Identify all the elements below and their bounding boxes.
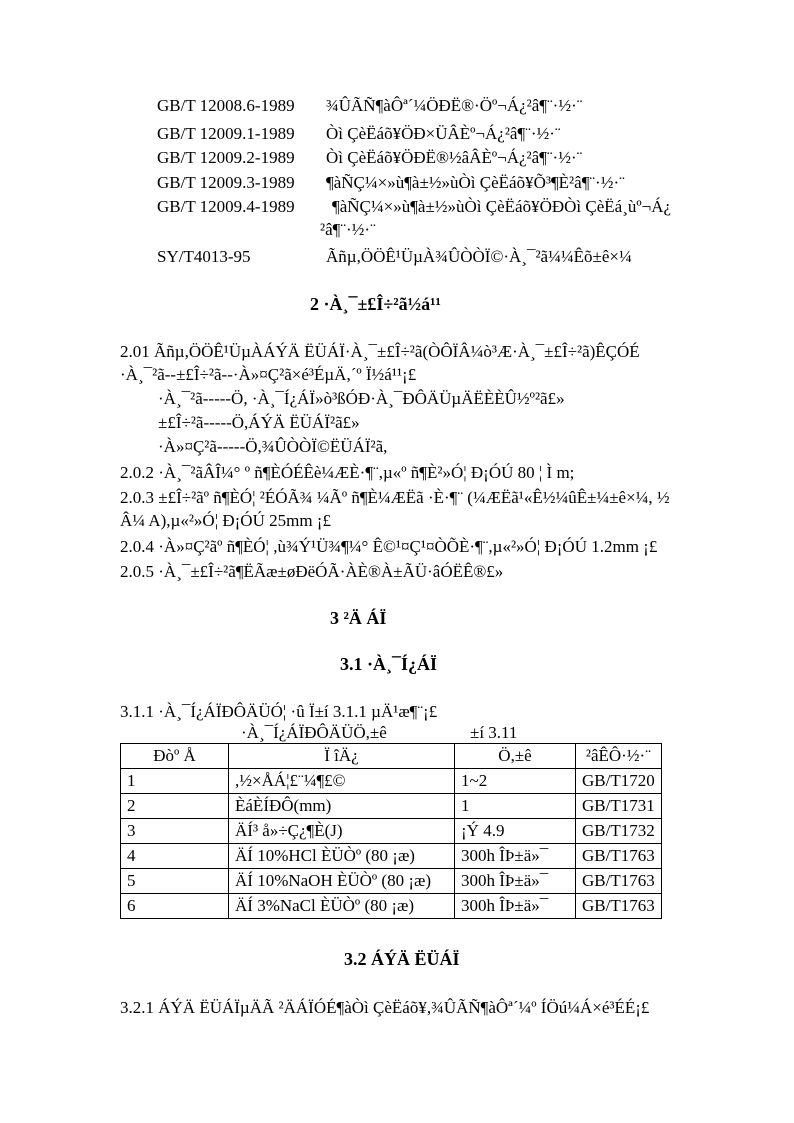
standard-code: GB/T 12009.4-1989 [157, 197, 295, 216]
table-row [121, 769, 662, 794]
cell-item: ÄÍ 10%NaOH ÈÜÒº (80 ¡æ) [229, 869, 455, 894]
standard-title: Ãñµ,ÖÖÊ¹ÜµÀ¾ÛÒÒÏ©·À¸¯²ã¼¼Êõ±ê×¼ [326, 247, 632, 266]
cell-method: GB/T1763 [576, 869, 662, 894]
standard-title: ¶àÑÇ¼×»ù¶à±½»ùÒì ÇèËáõ¥ÖÐÒì ÇèËá¸ùº¬Á¿ [332, 197, 672, 216]
standard-title: ¶àÑÇ¼×»ù¶à±½»ùÒì ÇèËáõ¥Õ³¶È²â¶¨·½·¨ [326, 173, 625, 192]
paragraph-2-0-2: 2.0.2 ·À¸¯²ãÂÎ¼° º ñ¶ÈÓÉÊè¼ÆÈ·¶¨,µ«º ñ¶È²»Ó¦ Ð¡ÓÚ 80 ¦ Ì m; [120, 463, 575, 482]
table-row [121, 819, 662, 844]
cell-item: ÄÍ 10%HCl ÈÜÒº (80 ¡æ) [229, 844, 455, 869]
table-row [121, 844, 662, 869]
standard-code: GB/T 12009.2-1989 [157, 148, 295, 167]
cell-index: 300h ÎÞ±ä»¯ [455, 844, 576, 869]
cell-number: 4 [121, 844, 229, 869]
table-number: ±í 3.11 [470, 723, 518, 742]
section-2-heading: 2 ·À¸¯±£Î÷²ã½á¹¹ [310, 294, 441, 314]
cell-number: 5 [121, 869, 229, 894]
table-row [121, 869, 662, 894]
standard-code: GB/T 12009.3-1989 [157, 173, 295, 192]
paragraph-2-0-4: 2.0.4 ·À»¤Ç²ãº ñ¶ÈÓ¦ ,ù¾Ý¹Ü¾¶¼° Ê©¹¤Ç¹¤ÒÕÈ·¶¨,µ«²»Ó¦ Ð¡ÓÚ 1.2mm ¡£ [120, 537, 658, 556]
cell-method: GB/T1732 [576, 819, 662, 844]
col-header-method: ²âÊÔ·½·¨ [576, 744, 662, 769]
standard-code: GB/T 12009.1-1989 [157, 124, 295, 143]
cell-method: GB/T1720 [576, 769, 662, 794]
cell-number: 1 [121, 769, 229, 794]
subsection-3-1-heading: 3.1 ·À¸¯Í¿ÁÏ [340, 654, 438, 674]
cell-item: ÄÍ 3%NaCl ÈÜÒº (80 ¡æ) [229, 894, 455, 919]
standard-title: Òì ÇèËáõ¥ÖÐ×ÜÂÈº¬Á¿²â¶¨·½·¨ [326, 124, 561, 143]
standard-title: ¾ÛÃÑ¶àÔª´¼ÖÐË®·Öº¬Á¿²â¶¨·½·¨ [326, 96, 583, 115]
cell-index: 1~2 [455, 769, 576, 794]
paragraph-2-0-1: 2.01 Ãñµ,ÖÖÊ¹ÜµÀÁÝÄ ËÜÁÏ·À¸¯±£Î÷²ã(ÒÔÏÂ¼ò³Æ·À¸¯±£Î÷²ã)ÊÇÓÉ [120, 342, 640, 361]
standard-title: Òì ÇèËáõ¥ÖÐË®½âÂÈº¬Á¿²â¶¨·½·¨ [326, 148, 583, 167]
standard-code: SY/T4013-95 [157, 247, 251, 266]
table-row [121, 894, 662, 919]
layer-item-anticorrosion: ·À¸¯²ã-----Ö, ·À¸¯Í¿ÁÏ»ò³ßÓÐ·À¸¯ÐÔÄÜµÄËÈÈÛ½º²ã£» [158, 389, 565, 408]
coating-properties-table [120, 743, 662, 919]
cell-method: GB/T1731 [576, 794, 662, 819]
paragraph-2-0-1-cont: ·À¸¯²ã--±£Î÷²ã--·À»¤Ç²ã×é³ÉµÄ,´º Ï½á¹¹¡£ [120, 365, 417, 384]
paragraph-3-2-1: 3.2.1 ÁÝÄ ËÜÁÏµÄÃ ²ÄÁÏÓÉ¶àÒì ÇèËáõ¥,¾ÛÃÑ¶àÔª´¼º ÍÖú¼Á×é³ÉÉ¡£ [120, 998, 650, 1017]
subsection-3-2-heading: 3.2 ÁÝÄ ËÜÁÏ [344, 949, 460, 969]
cell-number: 6 [121, 894, 229, 919]
paragraph-2-0-5: 2.0.5 ·À¸¯±£Î÷²ã¶ËÃæ±øÐëÓÃ·ÀÈ®À±ÃÜ·âÓËÊ®£» [120, 562, 504, 581]
col-header-item: Ï îÄ¿ [229, 744, 455, 769]
standard-code: GB/T 12008.6-1989 [157, 96, 295, 115]
table-title: ·À¸¯Í¿ÁÏÐÔÄÜÖ,±ê [241, 723, 387, 742]
cell-index: 300h ÎÞ±ä»¯ [455, 869, 576, 894]
paragraph-2-0-3: 2.0.3 ±£Î÷²ãº ñ¶ÈÓ¦ ²ÉÓÃ¾ ¼Ãº ñ¶È¼ÆËã ·È·¶¨ (¼ÆËã¹«Ê½¼ûÊ±¼±ê×¼, ½ [120, 488, 670, 507]
table-row [121, 794, 662, 819]
cell-index: 300h ÎÞ±ä»¯ [455, 894, 576, 919]
table-header-row [121, 744, 662, 769]
cell-method: GB/T1763 [576, 894, 662, 919]
cell-number: 3 [121, 819, 229, 844]
layer-item-protective-shell: ·À»¤Ç²ã-----Ö,¾ÛÒÒÏ©ËÜÁÏ²ã, [158, 437, 388, 456]
cell-index: 1 [455, 794, 576, 819]
cell-item: ,½×ÅÁ¦£¨¼¶£© [229, 769, 455, 794]
cell-item: ÄÍ³ å»÷Ç¿¶È(J) [229, 819, 455, 844]
section-3-heading: 3 ²Ä ÁÏ [330, 608, 387, 628]
cell-item: ÈáÈÍÐÔ(mm) [229, 794, 455, 819]
cell-index: ¡Ý 4.9 [455, 819, 576, 844]
paragraph-3-1-1: 3.1.1 ·À¸¯Í¿ÁÏÐÔÄÜÓ¦ ·û Ï±í 3.1.1 µÄ¹æ¶¨¡£ [120, 702, 438, 721]
layer-item-insulation: ±£Î÷²ã-----Ö,ÁÝÄ ËÜÁÏ²ã£» [158, 413, 360, 432]
standard-title-continued: ²â¶¨·½·¨ [320, 220, 376, 239]
col-header-number: Ðòº Å [121, 744, 229, 769]
cell-number: 2 [121, 794, 229, 819]
cell-method: GB/T1763 [576, 844, 662, 869]
paragraph-2-0-3-cont: Â¼ A),µ«²»Ó¦ Ð¡ÓÚ 25mm ¡£ [120, 511, 331, 530]
col-header-index: Ö,±ê [455, 744, 576, 769]
